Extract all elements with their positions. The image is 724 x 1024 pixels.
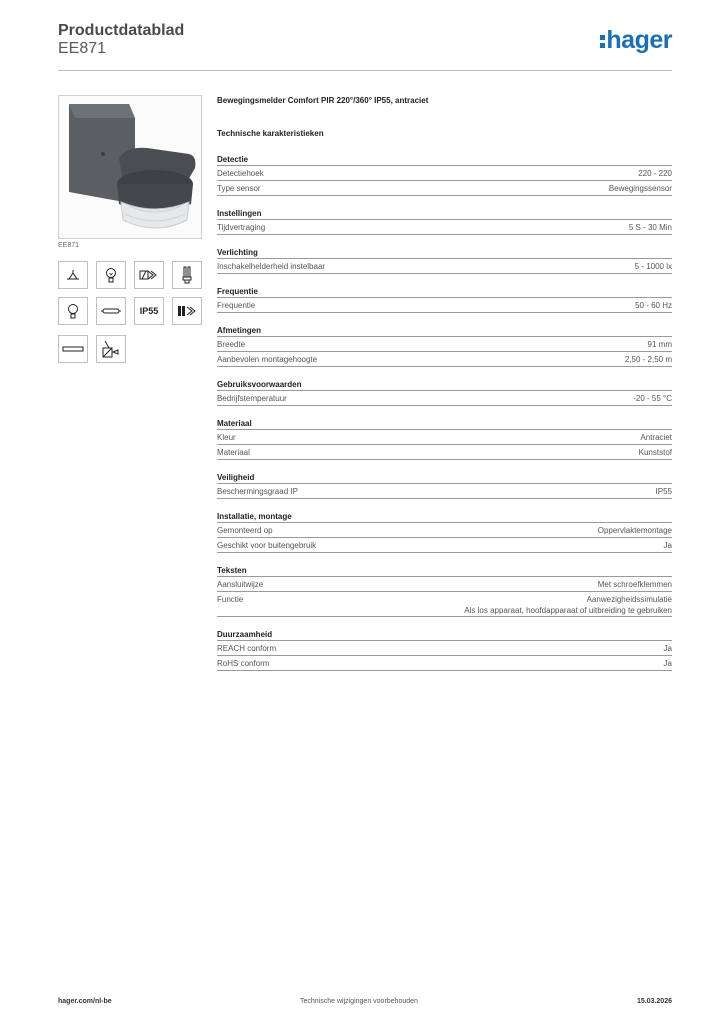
spec-value	[629, 222, 672, 234]
spec-label: Breedte	[217, 340, 246, 349]
spec-label: Bedrijfstemperatuur	[217, 394, 287, 403]
spec-value	[664, 643, 672, 655]
spec-label: Kleur	[217, 433, 236, 442]
spec-value-line: Bewegingssensor	[608, 184, 672, 193]
spec-value-line: Antraciet	[640, 433, 672, 442]
spec-value-line: Oppervlaktemontage	[597, 526, 672, 535]
spec-content	[217, 96, 672, 683]
halogen-tube-icon	[96, 297, 126, 325]
section-title: Instellingen	[217, 209, 262, 218]
spec-value-line: 50 - 60 Hz	[635, 301, 672, 310]
spec-value-line: 91 mm	[647, 340, 672, 349]
section-title: Afmetingen	[217, 326, 261, 335]
spec-value	[598, 525, 672, 537]
spec-sections	[217, 154, 672, 671]
section-title: Materiaal	[217, 419, 252, 428]
spec-value	[639, 447, 672, 459]
spec-row	[217, 219, 672, 235]
section-title: Gebruiksvoorwaarden	[217, 380, 302, 389]
spec-row	[217, 336, 672, 351]
spec-value-line: 220 - 220	[638, 169, 672, 178]
section-rows	[217, 336, 672, 367]
spec-section	[217, 565, 672, 617]
product-description: Bewegingsmelder Comfort PIR 220°/360° IP55, antraciet	[217, 96, 429, 105]
spec-label: Materiaal	[217, 448, 250, 457]
page-header	[58, 20, 672, 71]
led-bulb-icon	[58, 297, 88, 325]
spec-row	[217, 655, 672, 671]
spec-value-line: Aanwezigheidssimulatie	[586, 595, 672, 604]
product-image	[58, 95, 202, 239]
spec-label: REACH conform	[217, 644, 277, 653]
spec-label: Inschakelhelderheid instelbaar	[217, 262, 326, 271]
spec-row	[217, 258, 672, 274]
spec-label: Beschermingsgraad IP	[217, 487, 298, 496]
spec-section	[217, 208, 672, 235]
motion-detector-illustration	[59, 96, 201, 238]
spec-value-line: Ja	[663, 659, 672, 668]
spec-value	[648, 339, 672, 351]
spec-row	[217, 640, 672, 655]
spec-value-line: Ja	[663, 644, 672, 653]
spec-label: Frequentie	[217, 301, 256, 310]
logo-text: hager	[606, 26, 672, 54]
section-rows	[217, 390, 672, 406]
spec-value	[625, 354, 672, 366]
spec-row	[217, 351, 672, 367]
spec-row	[217, 297, 672, 313]
spec-row	[217, 537, 672, 553]
section-rows	[217, 429, 672, 460]
spec-value	[640, 432, 672, 444]
spec-section	[217, 418, 672, 460]
spec-row	[217, 522, 672, 537]
spec-label: Aansluitwijze	[217, 580, 264, 589]
led-driver-icon	[172, 297, 202, 325]
ip55-label: IP55	[139, 306, 159, 316]
spec-label: Type sensor	[217, 184, 261, 193]
spec-section	[217, 511, 672, 553]
incandescent-bulb-icon	[96, 261, 126, 289]
spec-value-line: 5 - 1000 lx	[634, 262, 672, 271]
section-title: Teksten	[217, 566, 247, 575]
spec-value-line: -20 - 55 °C	[633, 394, 672, 403]
document-title: Productdatablad	[58, 22, 185, 39]
spec-row	[217, 444, 672, 460]
wide-tube-icon	[58, 335, 88, 363]
spec-label: Tijdvertraging	[217, 223, 266, 232]
logo-colon-mark	[600, 31, 605, 49]
section-title: Frequentie	[217, 287, 258, 296]
energy-saving-lamp-icon	[172, 261, 202, 289]
spec-row	[217, 576, 672, 591]
spec-value	[635, 300, 672, 312]
motion-sensor-icon	[96, 335, 126, 363]
spec-value-line: IP55	[655, 487, 672, 496]
spec-value-line: Ja	[663, 541, 672, 550]
footer-date: 15.03.2026	[636, 998, 672, 1005]
hager-logo	[600, 26, 672, 55]
ip55-badge	[134, 297, 164, 325]
spec-value	[656, 486, 672, 498]
section-rows	[217, 258, 672, 274]
spec-row	[217, 429, 672, 444]
spec-label: Aanbevolen montagehoogte	[217, 355, 318, 364]
section-rows	[217, 165, 672, 196]
spec-value	[609, 183, 672, 195]
spec-row	[217, 591, 672, 617]
spec-row	[217, 165, 672, 180]
spec-value	[664, 658, 672, 670]
section-title: Detectie	[217, 155, 249, 164]
spec-value	[633, 393, 672, 405]
spec-section	[217, 325, 672, 367]
product-code: EE871	[58, 40, 107, 57]
technical-title: Technische karakteristieken	[217, 129, 324, 138]
spec-row	[217, 390, 672, 406]
spec-row	[217, 180, 672, 196]
spec-section	[217, 286, 672, 313]
section-rows	[217, 483, 672, 499]
spec-value	[464, 594, 672, 616]
spec-value	[598, 579, 672, 591]
section-rows	[217, 576, 672, 617]
spec-label: RoHS conform	[217, 659, 270, 668]
footer-website: hager.com/nl-be	[58, 998, 112, 1005]
spec-section	[217, 629, 672, 671]
spec-section	[217, 154, 672, 196]
section-title: Duurzaamheid	[217, 630, 273, 639]
spec-value-line: 2,50 - 2,50 m	[624, 355, 672, 364]
section-rows	[217, 640, 672, 671]
spec-label: Functie	[217, 595, 244, 604]
section-title: Veiligheid	[217, 473, 255, 482]
spec-value	[664, 540, 672, 552]
section-rows	[217, 522, 672, 553]
spec-section	[217, 379, 672, 406]
spec-value-line: Met schroefklemmen	[597, 580, 672, 589]
spec-value	[638, 168, 672, 180]
section-rows	[217, 297, 672, 313]
spec-value-line: 5 S - 30 Min	[628, 223, 672, 232]
section-title: Installatie, montage	[217, 512, 292, 521]
spec-section	[217, 247, 672, 274]
spec-label: Gemonteerd op	[217, 526, 273, 535]
spec-label: Geschikt voor buitengebruik	[217, 541, 317, 550]
footer-notice: Technische wijzigingen voorbehouden	[300, 998, 418, 1005]
spec-value	[635, 261, 672, 273]
ceiling-lamp-icon	[58, 261, 88, 289]
section-title: Verlichting	[217, 248, 258, 257]
section-rows	[217, 219, 672, 235]
spec-row	[217, 483, 672, 499]
spec-label: Detectiehoek	[217, 169, 264, 178]
fluorescent-tube-icon	[134, 261, 164, 289]
spec-value-line: Als los apparaat, hoofdapparaat of uitbreiding te gebruiken	[464, 606, 672, 615]
spec-value-line: Kunststof	[638, 448, 672, 457]
spec-section	[217, 472, 672, 499]
image-caption: EE871	[58, 242, 80, 249]
